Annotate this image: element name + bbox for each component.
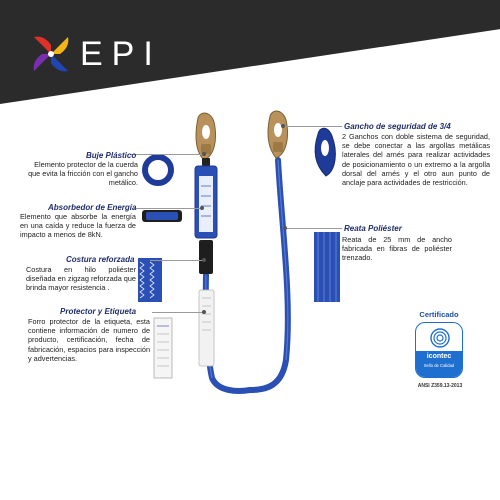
webbing-detail-icon (314, 232, 340, 302)
reata-title: Reata Poliéster (344, 224, 402, 233)
label-detail-icon (154, 318, 172, 378)
costura-description: Costura en hilo poliéster diseñada en zigzag reforzada que brinda mayor resistencia . (26, 265, 136, 293)
brand-name: EPI (80, 35, 162, 73)
protector-title: Protector y Etiqueta (60, 307, 137, 316)
snap-hook-right-icon (268, 111, 288, 158)
reata-description: Reata de 25 mm de ancho fabricada en fibras de poliéster trenzado. (342, 235, 452, 263)
certification-heading: Certificado (419, 310, 459, 319)
stitching-detail-icon (138, 258, 162, 302)
label-protector (199, 290, 214, 366)
certification-seal: Sello de Calidad (423, 363, 455, 368)
connector-dot (202, 310, 206, 314)
connector-reata (286, 228, 342, 229)
connector-costura (150, 260, 204, 261)
webbing-strap-right (250, 160, 288, 390)
connector-gancho (284, 126, 342, 127)
connector-dot (202, 258, 206, 262)
buje-description: Elemento protector de la cuerda que evita la fricción con el gancho metálico. (28, 160, 138, 188)
certification-brand: icontec (426, 353, 452, 360)
gancho-description: 2 Ganchos con doble sistema de seguridad, se debe conectar a las argollas metálicas laterales del arnés para realizar actividades de posicionamiento o un extremo a la argolla dorsal del arnés y el otro aun punto de anclaje para actividades de restricción. (342, 132, 490, 188)
absorber-detail-icon (142, 210, 182, 222)
absorbedor-description: Elemento que absorbe la energía en una caída y reduce la fuerza de impacto a menos de 8kN. (20, 212, 136, 240)
connector-dot (281, 124, 285, 128)
connector-dot (283, 226, 287, 230)
buje-title: Buje Plástico (86, 151, 137, 160)
fingerprint-icon (416, 323, 463, 353)
energy-absorber-pack (195, 166, 217, 238)
hook-detail-icon (315, 128, 335, 176)
black-sleeve (199, 240, 213, 274)
certification-standard: ANSI Z359.13-2013 (417, 383, 463, 389)
bushing-detail-icon (145, 157, 171, 183)
connector-dot (202, 152, 206, 156)
snap-hook-left-icon (196, 113, 216, 166)
protector-description: Forro protector de la etiqueta, esta contiene información de numero de producto, certificación, fecha de fabricación, espacios para inspección y advertencias. (28, 317, 150, 363)
connector-dot (200, 206, 204, 210)
connector-absorbedor (134, 208, 202, 209)
connector-protector (152, 312, 204, 313)
connector-buje (130, 154, 204, 155)
costura-title: Costura reforzada (66, 255, 135, 264)
icontec-badge (415, 322, 463, 378)
gancho-title: Gancho de seguridad de 3/4 (344, 122, 451, 131)
absorbedor-title: Absorbedor de Energía (48, 203, 137, 212)
